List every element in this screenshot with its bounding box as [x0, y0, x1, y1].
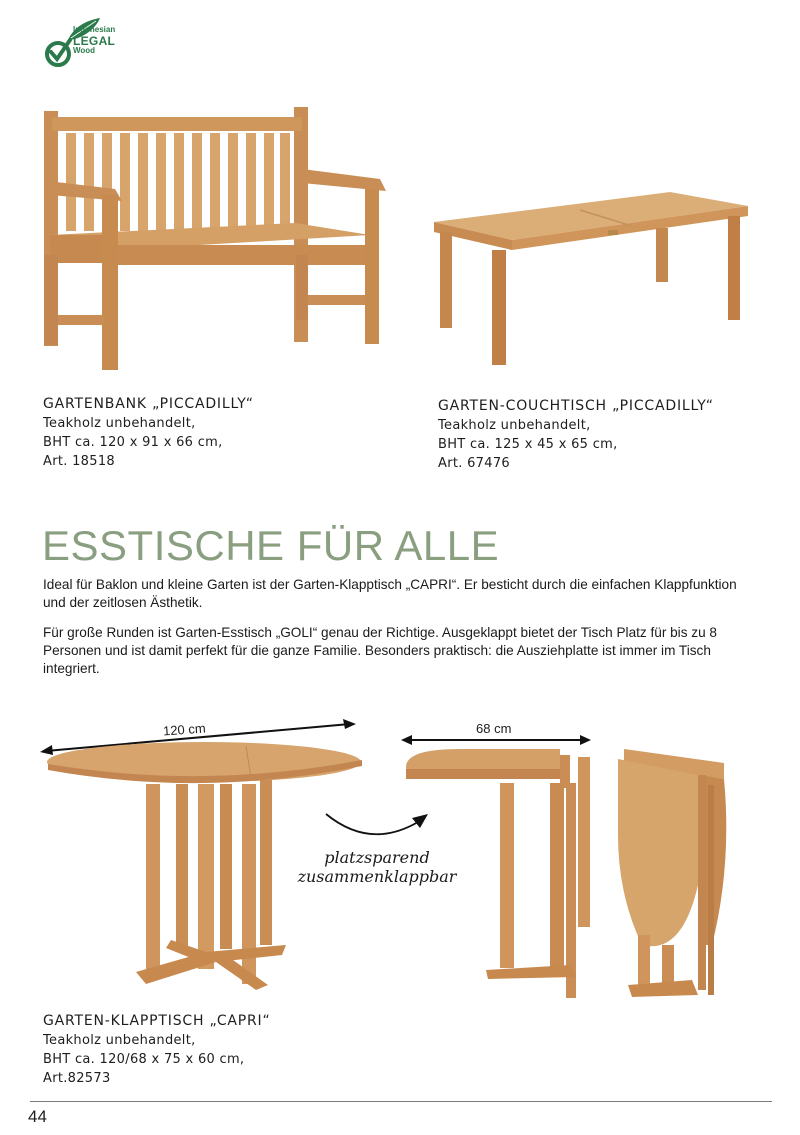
footer-divider	[30, 1101, 772, 1102]
dimension-label-120cm: 120 cm	[162, 720, 207, 739]
section-headline: ESSTISCHE FÜR ALLE	[42, 522, 500, 569]
capri-table-folded-image	[612, 745, 737, 1000]
capri-table-half-folded-image	[400, 745, 600, 1000]
product-article-number: Art. 67476	[438, 456, 510, 471]
logo-line1: Indonesian	[73, 25, 116, 34]
product-dimensions: BHT ca. 120/68 x 75 x 60 cm,	[43, 1052, 245, 1067]
logo-line3: Wood	[73, 46, 96, 55]
product-material: Teakholz unbehandelt,	[43, 1033, 196, 1048]
product-article-number: Art.82573	[43, 1071, 111, 1086]
indonesian-legal-wood-logo	[44, 18, 134, 72]
fold-annotation-line2: zusammenklappbar	[297, 867, 457, 886]
product-article-number: Art. 18518	[43, 454, 115, 469]
product-material: Teakholz unbehandelt,	[43, 416, 196, 431]
section-paragraph-2: Für große Runden ist Garten-Esstisch „GOLI“ genau der Richtige. Ausgeklappt bietet der Tisch Platz für bis zu 8 Personen und ist damit perfekt für die ganze Familie. Besonders praktisch: die Ausziehplatte ist immer im Tisch integriert.	[43, 625, 717, 676]
teak-garden-bench-image	[40, 105, 395, 370]
product-dimensions: BHT ca. 120 x 91 x 66 cm,	[43, 435, 223, 450]
product-title: GARTEN-COUCHTISCH „PICCADILLY“	[438, 398, 714, 414]
product-caption-folding-table	[43, 1012, 271, 1088]
logo-text	[73, 26, 115, 55]
logo-line2: LEGAL	[73, 34, 116, 48]
product-caption-bench	[43, 395, 254, 471]
section-paragraph-1: Ideal für Baklon und kleine Garten ist der Garten-Klapptisch „CAPRI“. Er besticht durch die einfachen Klappfunktion und der zeitlosen Ästhetik.	[43, 577, 737, 610]
product-material: Teakholz unbehandelt,	[438, 418, 591, 433]
product-title: GARTEN-KLAPPTISCH „CAPRI“	[43, 1013, 271, 1029]
product-dimensions: BHT ca. 125 x 45 x 65 cm,	[438, 437, 618, 452]
product-caption-coffee-table	[438, 397, 714, 473]
dimension-label-68cm: 68 cm	[476, 721, 512, 736]
teak-coffee-table-image	[432, 188, 750, 366]
page-number: 44	[28, 1107, 47, 1126]
product-title: GARTENBANK „PICCADILLY“	[43, 396, 254, 412]
fold-annotation-line1: platzsparend	[324, 848, 430, 867]
